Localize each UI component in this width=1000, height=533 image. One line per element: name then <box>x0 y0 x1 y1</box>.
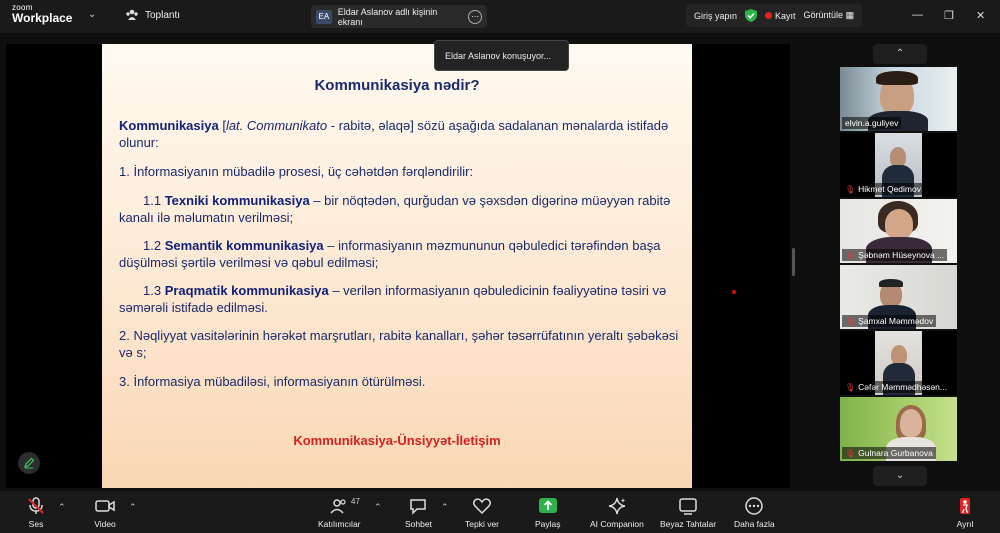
share-label: Eldar Aslanov adlı kişinin ekranı <box>337 6 438 27</box>
slide-subitem-3 <box>119 282 679 316</box>
restore-icon[interactable]: ❐ <box>944 10 954 22</box>
intro-rest: - rabitə, əlaqə] sözü aşağıda sadalanan mənalarda istifadə olunur: <box>119 118 669 150</box>
meeting-menu[interactable] <box>125 8 180 22</box>
record-button[interactable] <box>765 11 796 21</box>
participant-name-label: Şamxal Məmmədov <box>858 316 934 326</box>
meeting-toolbar <box>0 491 1000 533</box>
participant-name-label: Hikmet Qedimov <box>858 184 921 194</box>
signin-link[interactable]: Giriş yapın <box>694 10 738 21</box>
participant-tile[interactable] <box>840 199 957 263</box>
slide-title: Kommunikasiya nədir? <box>314 77 480 94</box>
chat-options-icon[interactable]: ⌃ <box>441 502 449 512</box>
gallery-down-button[interactable] <box>873 466 927 486</box>
chat-button[interactable] <box>405 496 432 529</box>
sub1-term: Texniki kommunikasiya <box>164 193 310 208</box>
participant-face <box>900 409 922 437</box>
slide-item-1: 1. İnformasiyanın mübadilə prosesi, üç cəhətdən fərqləndirilir: <box>119 164 474 179</box>
video-options-icon[interactable]: ⌃ <box>129 502 137 512</box>
audio-label: Ses <box>28 519 44 529</box>
leave-button[interactable] <box>955 496 975 529</box>
sub2-rest: – informasiyanın məzmununun qəbuledici tərəfindən başa düşülməsi şərtilə verilməsi və qəbul edilməsi; <box>119 238 661 270</box>
more-icon[interactable]: ⋯ <box>468 10 482 24</box>
minimize-icon[interactable]: — <box>912 9 923 21</box>
participant-name-0 <box>842 117 901 129</box>
participants-options-icon[interactable]: ⌃ <box>374 502 382 512</box>
chevron-down-icon: ⌄ <box>895 470 905 481</box>
titlebar-actions <box>686 4 862 27</box>
slide-subitem-2 <box>119 237 679 271</box>
intro-latin: lat. Communikato <box>225 118 328 133</box>
participant-name-4 <box>842 381 950 393</box>
mic-muted-icon <box>26 496 46 516</box>
sub3-term: Praqmatik kommunikasiya <box>164 283 329 298</box>
leave-label: Ayrıl <box>956 519 974 529</box>
participant-name-3 <box>842 315 936 327</box>
mic-muted-icon: 🎙 <box>845 250 856 260</box>
participant-name-1 <box>842 183 924 195</box>
participant-face <box>891 345 907 365</box>
shared-screen <box>6 44 790 488</box>
record-label: Kayıt <box>775 10 796 21</box>
participant-name-2 <box>842 249 947 261</box>
mic-muted-icon: 🎙 <box>845 184 856 194</box>
sub2-term: Semantik kommunikasiya <box>164 238 324 253</box>
participants-label: Katılımcılar <box>318 519 361 529</box>
mic-muted-icon: 🎙 <box>845 448 856 458</box>
participant-name-5 <box>842 447 936 459</box>
intro-term: Kommunikasiya <box>119 118 219 133</box>
mic-muted-icon: 🎙 <box>845 382 856 392</box>
participants-icon <box>329 496 349 516</box>
brand-zoom: zoom <box>12 3 33 12</box>
ai-companion-label: AI Companion <box>590 519 644 529</box>
participant-tile[interactable] <box>840 331 957 395</box>
whiteboard-icon <box>678 496 698 516</box>
participant-hair <box>876 71 918 85</box>
react-label: Tepki ver <box>465 519 500 529</box>
slide-footer: Kommunikasiya-Ünsiyyət-İletişim <box>293 433 501 448</box>
participant-tile[interactable] <box>840 133 957 197</box>
panel-resize-handle[interactable] <box>792 248 795 276</box>
annotate-pen-button[interactable] <box>18 452 40 474</box>
sub3-rest: – verilən informasiyanın qəbuledicinin fəaliyyətinə təsiri və səmərəli istifadə edilməsi. <box>119 283 667 315</box>
react-button[interactable] <box>465 496 499 529</box>
share-button[interactable] <box>535 496 561 529</box>
participants-count: 47 <box>351 497 360 506</box>
participant-name-label: Cəfər Məmmədhəsən... <box>858 382 947 392</box>
participant-tile[interactable] <box>840 397 957 461</box>
whiteboard-label: Beyaz Tahtalar <box>660 519 717 529</box>
pen-icon <box>23 457 35 469</box>
share-screen-icon <box>538 496 558 516</box>
slide-item-2: 2. Nəqliyyat vasitələrinin hərəkət marşrutları, rabitə kanalları, şəhər təsərrüfatının yeraltı şəbəkəsi və s; <box>119 328 679 360</box>
brand-workplace: Workplace <box>12 11 73 25</box>
share-label: Paylaş <box>535 519 561 529</box>
audio-button[interactable] <box>26 496 46 529</box>
sub1-rest: – bir nöqtədən, qurğudan və şəxsdən digərinə müəyyən rabitə kanalı ilə məlumatın verilməsi; <box>119 193 671 225</box>
participant-name-label: elvin.a.guliyev <box>845 118 899 128</box>
sub2-num: 1.2 <box>143 238 165 253</box>
chat-icon <box>408 496 428 516</box>
meeting-label: Toplantı <box>145 9 181 21</box>
close-icon[interactable]: ✕ <box>976 10 986 22</box>
intro-bracket: [ <box>218 118 226 133</box>
slide-intro <box>119 117 679 151</box>
participant-face <box>890 147 906 167</box>
more-label: Daha fazla <box>734 519 775 529</box>
zoom-workplace-logo[interactable] <box>12 4 72 24</box>
participant-tile[interactable] <box>840 67 957 131</box>
participant-tile[interactable] <box>840 265 957 329</box>
mic-muted-icon: 🎙 <box>845 316 856 326</box>
record-dot-icon <box>765 12 772 19</box>
meeting-icon <box>125 8 139 22</box>
chevron-up-icon: ⌃ <box>895 48 905 59</box>
heart-icon <box>472 496 492 516</box>
chat-label: Sohbet <box>405 519 432 529</box>
more-icon <box>744 496 764 516</box>
sub3-num: 1.3 <box>143 283 165 298</box>
presentation-slide <box>102 44 692 488</box>
title-bar <box>0 0 1000 33</box>
gallery-up-button[interactable] <box>873 44 927 64</box>
participant-face <box>885 209 913 239</box>
audio-options-icon[interactable]: ⌃ <box>58 502 66 512</box>
speaking-tooltip: Eldar Aslanov konuşuyor... <box>434 40 569 71</box>
slide-subitem-1 <box>119 192 679 226</box>
pointer-mark <box>732 290 736 294</box>
participant-name-label: Gulnara Gurbanova <box>858 448 933 458</box>
ai-companion-button[interactable] <box>590 496 644 529</box>
leave-icon <box>955 496 975 516</box>
view-button[interactable] <box>804 10 855 21</box>
view-label: Görüntüle <box>803 10 844 20</box>
video-button[interactable] <box>94 496 116 529</box>
grid-icon: ▦ <box>845 10 855 20</box>
sub1-num: 1.1 <box>143 193 165 208</box>
video-camera-icon <box>94 496 116 516</box>
sparkle-icon <box>607 496 627 516</box>
shield-check-icon[interactable] <box>745 9 757 22</box>
chevron-down-icon[interactable]: ⌄ <box>88 9 97 20</box>
video-label: Video <box>94 519 116 529</box>
participant-name-label: Şəbnəm Hüseynova ... <box>858 250 945 260</box>
presenter-initials: EA <box>316 10 332 24</box>
participant-hair <box>879 279 903 287</box>
slide-item-3: 3. İnformasiya mübadiləsi, informasiyanın ötürülməsi. <box>119 374 426 389</box>
whiteboard-button[interactable] <box>660 496 716 529</box>
more-button[interactable] <box>734 496 775 529</box>
screen-share-indicator[interactable] <box>311 5 487 28</box>
